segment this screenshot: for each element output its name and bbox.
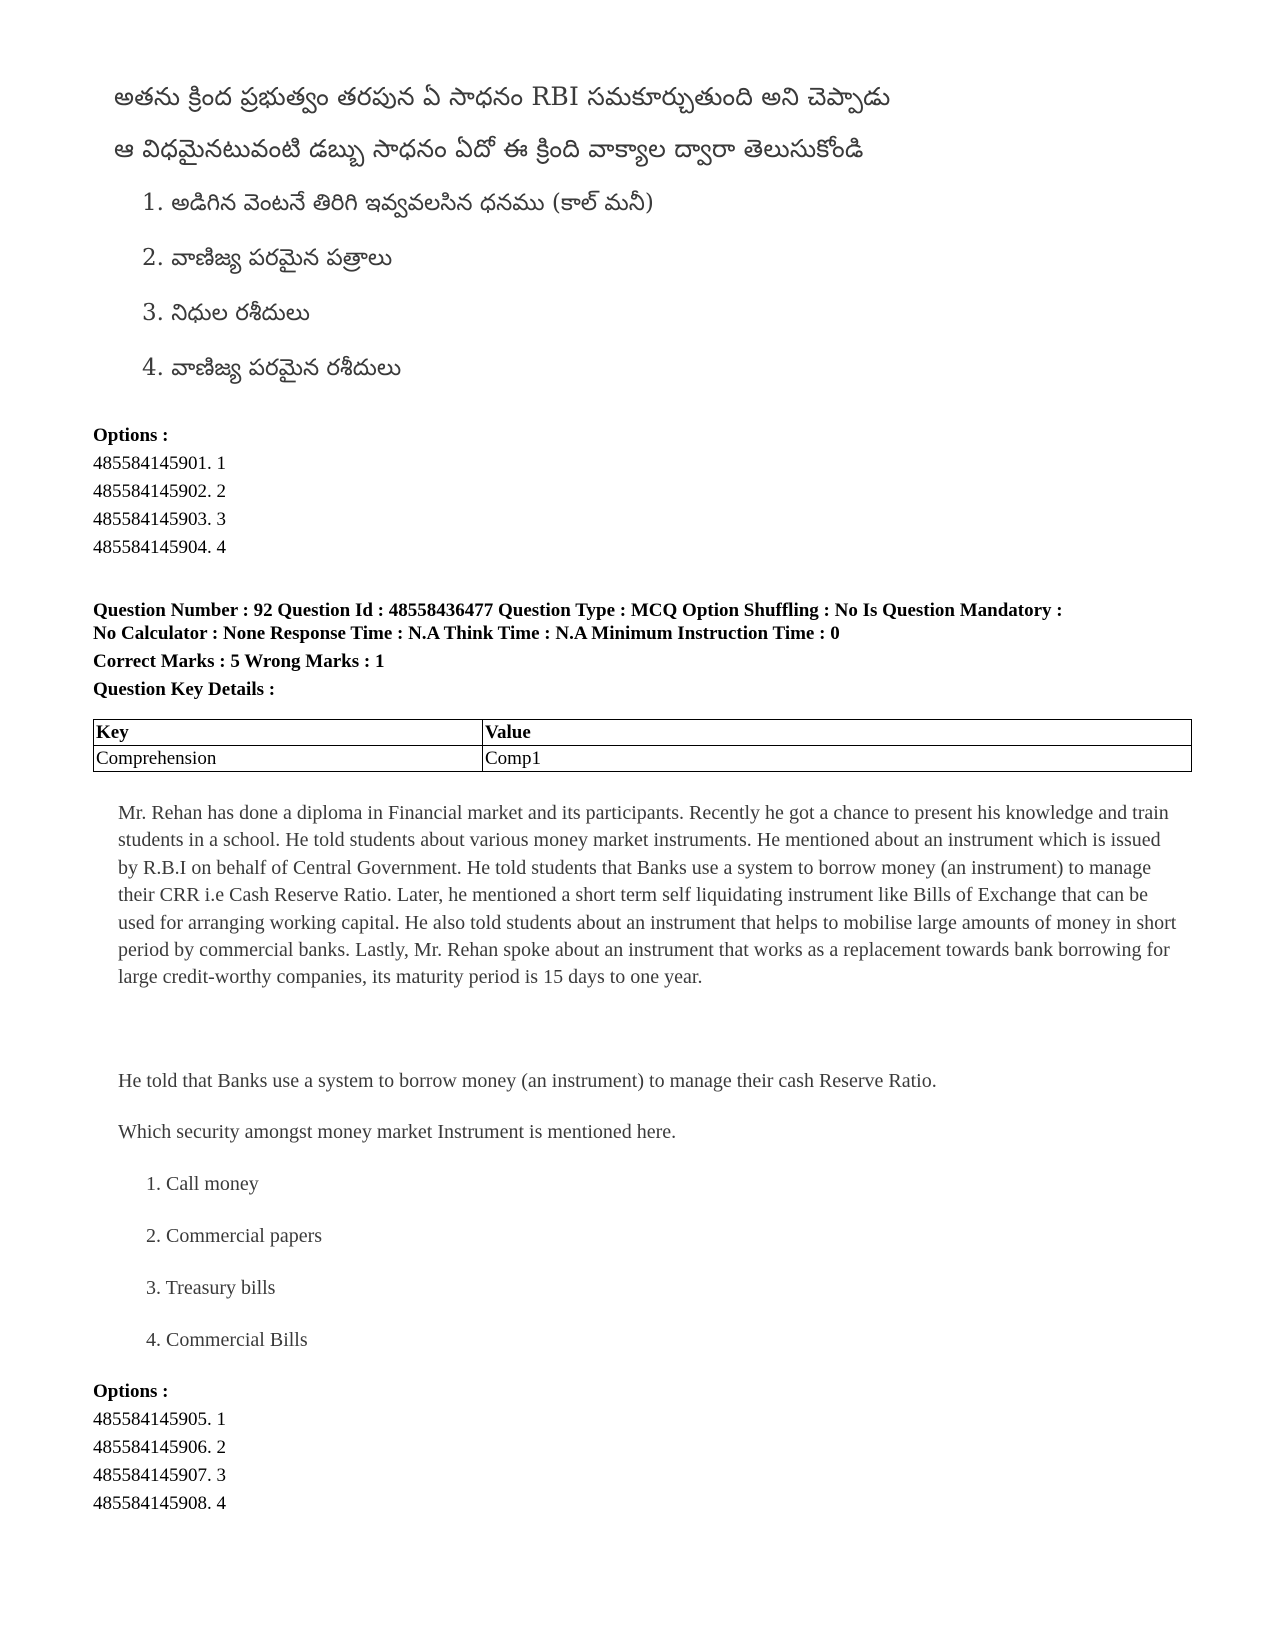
question-choice-3: 3. Treasury bills — [146, 1277, 276, 1299]
option-item: 485584145907. 3 — [93, 1465, 226, 1486]
telugu-choice-4: 4. వాణిజ్య పరమైన రశీదులు — [142, 355, 402, 381]
comprehension-passage: Mr. Rehan has done a diploma in Financial market and its participants. Recently he got a chance to present his knowledge and train students in a school. He told students about various money market instruments. He mentioned about an instrument which is issued by R.B.I on behalf of Central Government. He told students that Banks use a system to borrow money (an instrument) to manage their CRR i.e Cash Reserve Ratio. Later, he mentioned a short term self liquidating instrument like Bills of Exchange that can be used for arranging working capital. He also told students about an instrument that helps to mobilise large amounts of money in short period by commercial banks. Lastly, Mr. Rehan spoke about an instrument that works as a replacement towards bank borrowing for large credit-worthy companies, its maturity period is 15 days to one year. — [118, 802, 1177, 989]
question-meta-line-2: No Calculator : None Response Time : N.A Think Time : N.A Minimum Instruction Time : 0 — [93, 623, 840, 644]
table-header-value: Value — [483, 720, 1192, 746]
telugu-choice-3: 3. నిధుల రశీదులు — [142, 300, 310, 326]
table-header-key: Key — [94, 720, 483, 746]
key-details-label: Question Key Details : — [93, 679, 276, 700]
option-item: 485584145905. 1 — [93, 1409, 226, 1430]
option-item: 485584145908. 4 — [93, 1493, 226, 1514]
option-item: 485584145903. 3 — [93, 509, 226, 530]
table-row — [94, 746, 1192, 772]
option-item: 485584145906. 2 — [93, 1437, 226, 1458]
table-cell-value: Comp1 — [483, 746, 1192, 772]
options-label: Options : — [93, 1381, 169, 1402]
marks-line: Correct Marks : 5 Wrong Marks : 1 — [93, 651, 385, 672]
question-choice-4: 4. Commercial Bills — [146, 1329, 308, 1351]
question-choice-2: 2. Commercial papers — [146, 1225, 323, 1247]
table-cell-key: Comprehension — [94, 746, 483, 772]
question-text-line-2: Which security amongst money market Instrument is mentioned here. — [118, 1121, 677, 1143]
telugu-question-line-2: ఆ విధమైనటువంటి డబ్బు సాధనం ఏదో ఈ క్రింది వాక్యాల ద్వారా తెలుసుకోండి — [114, 134, 864, 163]
telugu-choice-1: 1. అడిగిన వెంటనే తిరిగి ఇవ్వవలసిన ధనము (కాల్ మనీ) — [142, 190, 654, 216]
options-label: Options : — [93, 425, 169, 446]
question-key-table — [93, 719, 1192, 772]
question-choice-1: 1. Call money — [146, 1173, 259, 1195]
option-item: 485584145902. 2 — [93, 481, 226, 502]
telugu-choice-2: 2. వాణిజ్య పరమైన పత్రాలు — [142, 245, 393, 271]
option-item: 485584145904. 4 — [93, 537, 226, 558]
question-meta-line-1: Question Number : 92 Question Id : 48558436477 Question Type : MCQ Option Shuffling : No Is Question Mandatory : — [93, 600, 1063, 621]
question-text-line-1: He told that Banks use a system to borrow money (an instrument) to manage their cash Reserve Ratio. — [118, 1070, 937, 1092]
telugu-question-line-1: అతను క్రింద ప్రభుత్వం తరపున ఏ సాధనం RBI సమకూర్చుతుంది అని చెప్పాడు — [114, 82, 891, 111]
table-header-row — [94, 720, 1192, 746]
option-item: 485584145901. 1 — [93, 453, 226, 474]
